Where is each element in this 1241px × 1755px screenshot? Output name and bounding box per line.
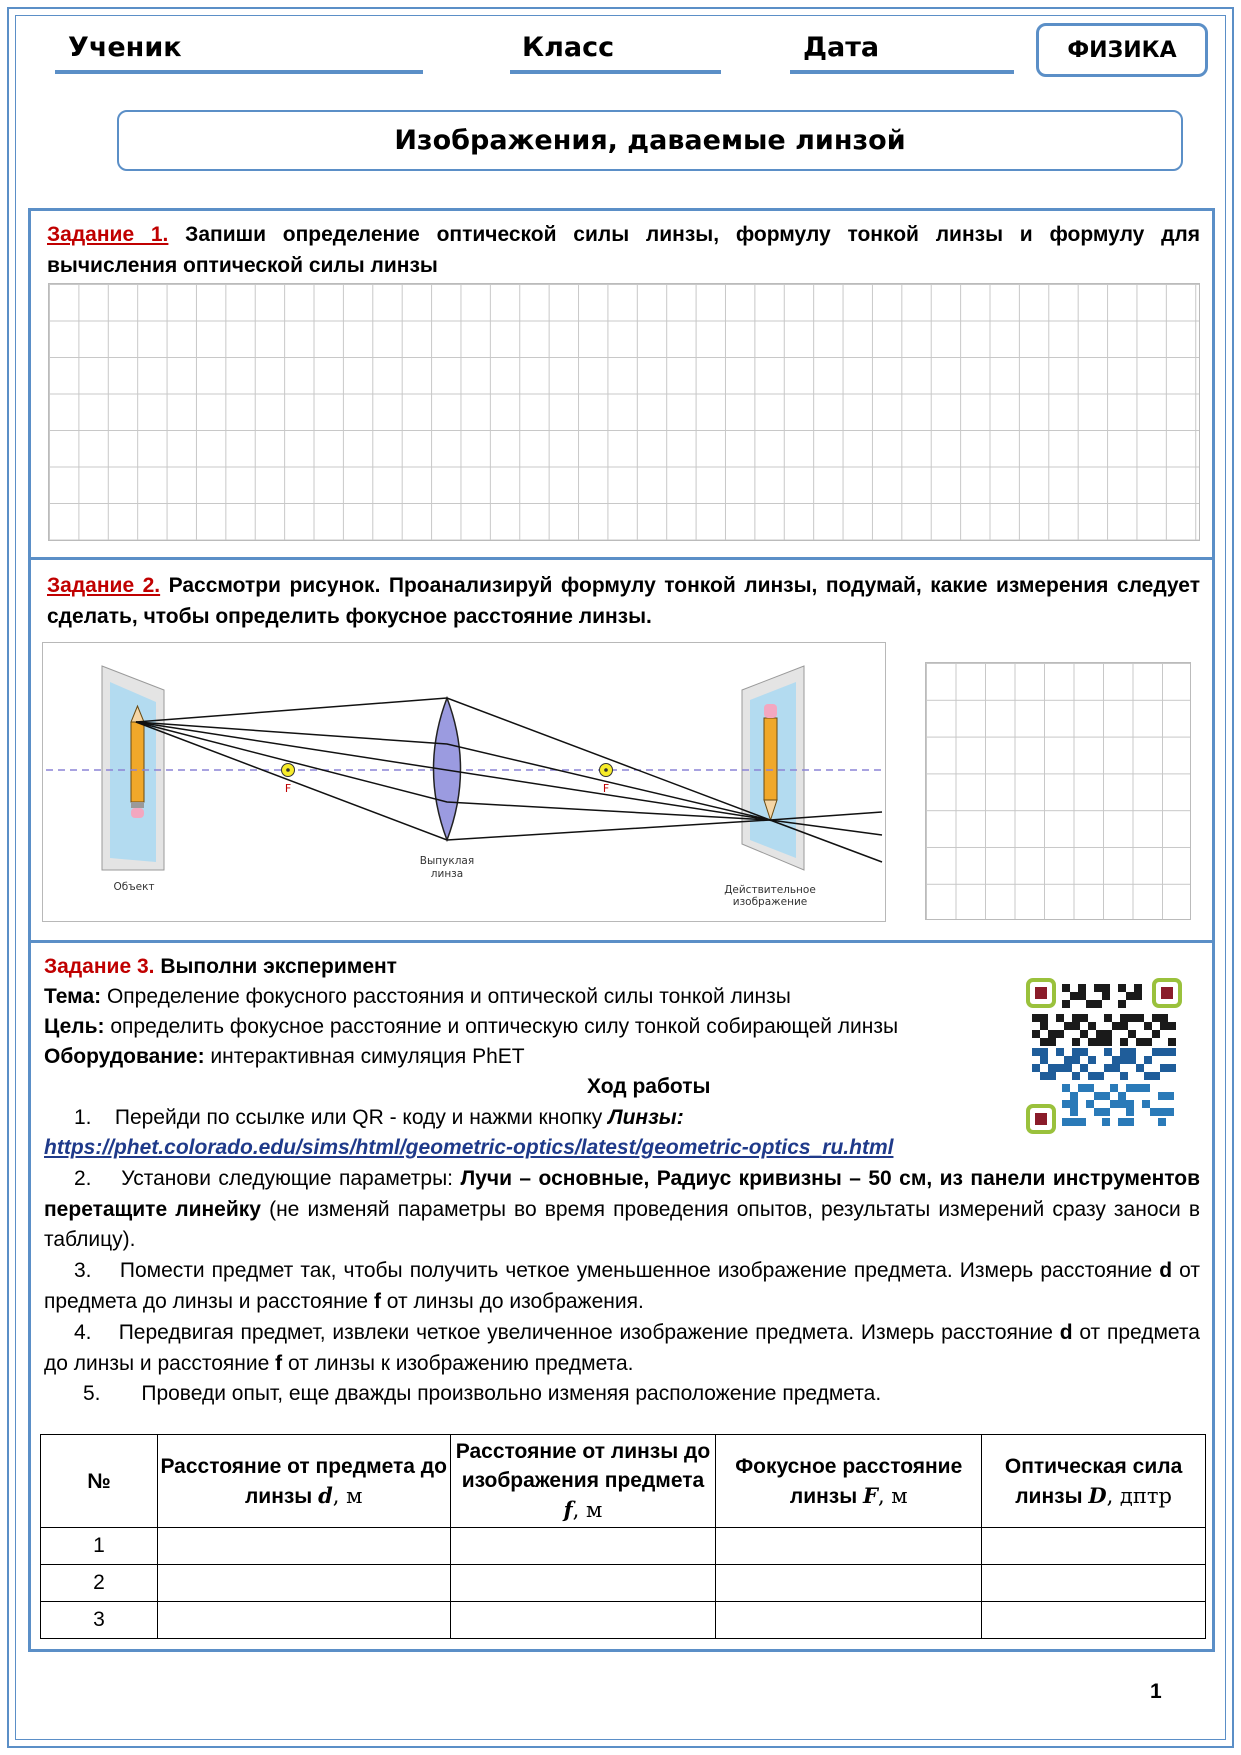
task3-goal [44,1012,1024,1043]
image-label-line1: Действительное [724,884,816,896]
cell-focal[interactable] [716,1528,982,1565]
step1-number: 1. [74,1106,92,1129]
date-line[interactable] [790,70,1014,74]
step4-text-b: от предмета до линзы и расстояние [44,1321,1200,1375]
task2-text [47,570,1200,632]
lens-label-line2: линза [430,868,464,880]
task1-answer-grid[interactable] [48,283,1200,541]
task1-text [47,219,1200,281]
step5-text: Проведи опыт, еще дважды произвольно изменяя расположение предмета. [141,1382,882,1405]
cell-power[interactable] [982,1528,1206,1565]
cell-focal[interactable] [716,1565,982,1602]
object-label: Объект [113,881,155,893]
step2-text-a: Установи следующие параметры: [121,1167,454,1190]
procedure-title: Ход работы [587,1075,711,1098]
step3-var-d: d [1159,1259,1173,1282]
step5-number: 5. [83,1382,101,1405]
equipment-label: Оборудование: [44,1045,205,1068]
step-5 [83,1379,1183,1410]
task3-topic [44,982,1004,1013]
table-row [41,1565,1206,1602]
step2-text-b: (не изменяй параметры во время проведения опытов, результаты измерений сразу заноси в таблицу). [44,1197,1200,1251]
step4-text-a: Передвигая предмет, извлеки четкое увеличенное изображение предмета. Измерь расстояние [118,1321,1053,1344]
step3-text-b: от предмета до линзы и расстояние [44,1259,1200,1313]
task1-section [28,208,1215,560]
cell-f[interactable] [450,1565,716,1602]
header-distance-object: Расстояние от предмета до линзы d, м [157,1435,450,1528]
task3-heading [44,952,1004,983]
cell-d[interactable] [157,1602,450,1639]
image-label-line2: изображение [732,896,808,908]
student-name-line[interactable] [55,70,423,74]
row-number: 1 [41,1528,158,1565]
class-label: Класс [522,32,615,63]
cell-power[interactable] [982,1565,1206,1602]
row-number: 3 [41,1602,158,1639]
focus-label-left: F [284,782,292,795]
task3-equipment [44,1042,1004,1073]
topic-text: Определение фокусного расстояния и оптической силы тонкой линзы [106,985,791,1008]
page-title: Изображения, даваемые линзой [117,110,1183,171]
student-label: Ученик [68,32,182,63]
step3-var-f: f [373,1289,381,1313]
goal-label: Цель: [44,1015,105,1038]
subject-badge: ФИЗИКА [1036,23,1208,77]
focus-point-right [600,764,613,777]
step2-params: Лучи – основные, Радиус кривизны – 50 см, из панели инструментов перетащите линейку [44,1167,1200,1221]
task3-label: Задание 3. [44,955,155,978]
step4-var-f: f [275,1351,283,1375]
step2-number: 2. [74,1167,92,1190]
cell-d[interactable] [157,1528,450,1565]
phet-link[interactable]: https://phet.colorado.edu/sims/html/geometric-optics/latest/geometric-optics_ru.html [44,1136,894,1159]
step1-text: Перейди по ссылке или QR - коду и нажми кнопку [114,1106,603,1129]
focus-point-left [282,764,295,777]
page-number: 1 [1150,1680,1162,1703]
cell-f[interactable] [450,1528,716,1565]
step3-text-a: Помести предмет так, чтобы получить четкое уменьшенное изображение предмета. Измерь расстояние [119,1259,1153,1282]
task1-label: Задание 1. [47,223,169,246]
task2-instruction: Рассмотри рисунок. Проанализируй формулу тонкой линзы, подумай, какие измерения следует сделать, чтобы определить фокусное расстояние линзы. [47,574,1200,628]
table-row [41,1602,1206,1639]
row-number: 2 [41,1565,158,1602]
table-row [41,1528,1206,1565]
results-table [40,1434,1206,1639]
step-3 [44,1256,1200,1317]
topic-label: Тема: [44,985,102,1008]
header-number: № [41,1435,158,1528]
date-label: Дата [803,32,880,63]
cell-focal[interactable] [716,1602,982,1639]
cell-power[interactable] [982,1602,1206,1639]
header-distance-image: Расстояние от линзы до изображения предмета f, м [450,1435,716,1528]
lens-label-line1: Выпуклая [419,855,475,867]
task2-answer-grid[interactable] [925,662,1191,920]
step3-text-c: от линзы до изображения. [386,1289,644,1313]
image-pencil [764,704,777,820]
phet-link-line [44,1133,1194,1164]
equipment-text: интерактивная симуляция PhET [210,1045,525,1068]
task2-label: Задание 2. [47,574,161,597]
header-optical-power: Оптическая сила линзы D, дптр [982,1435,1206,1528]
table-header-row [41,1435,1206,1528]
task3-heading-text: Выполни эксперимент [160,955,397,978]
goal-text: определить фокусное расстояние и оптическую силу тонкой собирающей линзы [110,1015,899,1038]
header-focal-length: Фокусное расстояние линзы F, м [716,1435,982,1528]
task2-section [28,557,1215,943]
step4-var-d: d [1059,1321,1073,1344]
step-1 [74,1103,1194,1134]
step4-text-c: от линзы к изображению предмета. [287,1351,634,1375]
step4-number: 4. [74,1321,92,1344]
class-line[interactable] [510,70,721,74]
focus-label-right: F [602,782,610,795]
task1-instruction: Запиши определение оптической силы линзы, формулу тонкой линзы и формулу для вычисления оптической силы линзы [47,223,1201,277]
cell-d[interactable] [157,1565,450,1602]
step-2 [44,1164,1200,1256]
cell-f[interactable] [450,1602,716,1639]
step3-number: 3. [74,1259,92,1282]
step-4 [44,1318,1200,1379]
step1-button-name: Линзы: [608,1106,684,1129]
lens-diagram [42,642,886,922]
